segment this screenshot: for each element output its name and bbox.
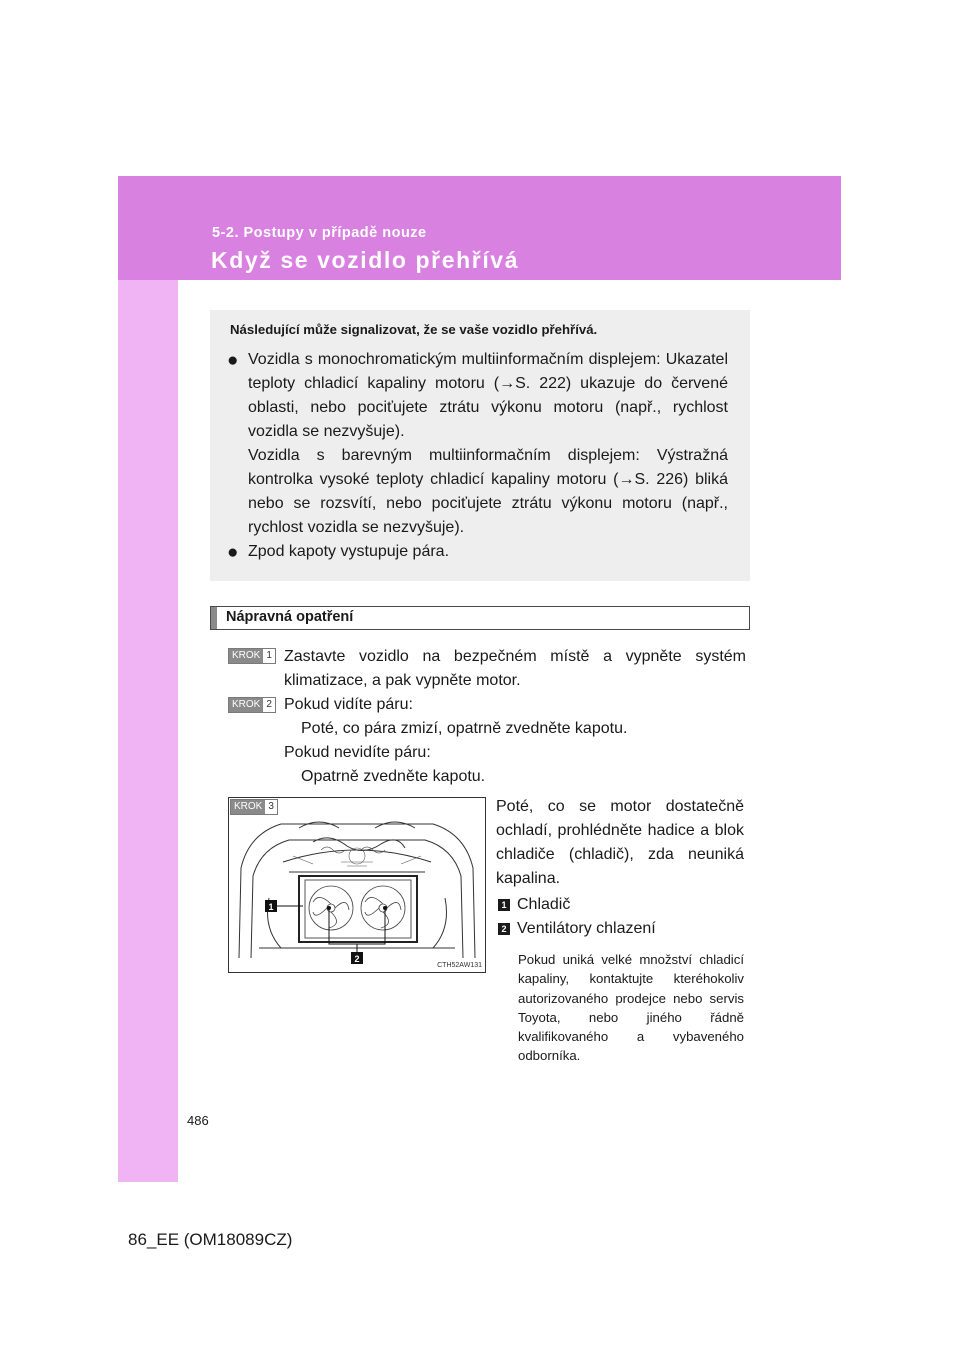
- info-box: [210, 310, 750, 581]
- page-number: 486: [187, 1113, 209, 1128]
- step-badge-2: KROK 2: [228, 697, 276, 713]
- legend-item-cooling-fans: [498, 919, 656, 939]
- section-heading-accent: [211, 607, 217, 629]
- section-heading: Nápravná opatření: [226, 609, 354, 625]
- step-1-text: Zastavte vozidlo na bezpečném místě a vypněte systém klimatizace, a pak vypněte motor.: [284, 648, 746, 689]
- callout-2: 2: [354, 954, 360, 964]
- step-2-action-no-steam: Opatrně zvedněte kapotu.: [301, 768, 486, 785]
- step-2-case-steam: Pokud vidíte páru:: [284, 696, 413, 713]
- page-title: Když se vozidlo přehřívá: [211, 247, 520, 273]
- legend-badge-1: 1: [498, 899, 510, 911]
- bullet-item-2: Zpod kapoty vystupuje pára.: [248, 543, 450, 560]
- legend-label-radiator: Chladič: [517, 896, 571, 913]
- engine-bay-drawing: [229, 798, 485, 972]
- coolant-leak-note: Pokud uniká velké množství chladicí kapaliny, kontaktujte kteréhokoliv autorizovaného prodejce nebo servis Toyota, nebo jiného řádně kvalifikovaného a vybaveného odborníka.: [518, 952, 744, 1064]
- legend-badge-2: 2: [498, 923, 510, 935]
- callout-1: 1: [268, 902, 274, 912]
- legend-label-cooling-fans: Ventilátory chlazení: [517, 920, 656, 937]
- bullet-1-paragraph-2: Vozidla s barevným multiinformačním displejem: Výstražná kontrolka vysoké teploty chladicí kapaliny motoru (→S. 226) bliká nebo se rozsvítí, nebo pociťujete ztrátu výkonu motoru (např., rychlost vozidla se nezvyšuje).: [248, 447, 728, 536]
- step-2-action-steam: Poté, co pára zmizí, opatrně zvedněte kapotu.: [301, 720, 628, 737]
- legend-item-radiator: [498, 895, 570, 915]
- step-3-text: Poté, co se motor dostatečně ochladí, prohlédněte hadice a blok chladiče (chladič), zda neuniká kapalina.: [496, 798, 744, 887]
- section-heading-bar: [210, 606, 750, 630]
- step-badge-3: KROK 3: [230, 799, 278, 815]
- step-badge-1: KROK 1: [228, 648, 276, 664]
- engine-bay-illustration: [228, 797, 486, 973]
- bullet-dot-icon: ●: [227, 350, 239, 371]
- figure-code: CTH52AW131: [437, 962, 482, 969]
- step-2-case-no-steam: Pokud nevidíte páru:: [284, 744, 431, 761]
- document-code: 86_EE (OM18089CZ): [128, 1230, 293, 1249]
- info-intro: Následující může signalizovat, že se vaše vozidlo přehřívá.: [230, 322, 598, 337]
- bullet-item-1: [248, 348, 728, 540]
- section-label: 5-2. Postupy v případě nouze: [212, 225, 427, 241]
- bullet-1-paragraph-1: Vozidla s monochromatickým multiinformačním displejem: Ukazatel teploty chladicí kapaliny motoru (→S. 222) ukazuje do červené oblasti, nebo pociťujete ztrátu výkonu motoru (např., rychlost vozidla se nezvyšuje).: [248, 351, 728, 440]
- side-color-strip: [118, 176, 178, 1182]
- bullet-dot-icon: ●: [227, 542, 239, 563]
